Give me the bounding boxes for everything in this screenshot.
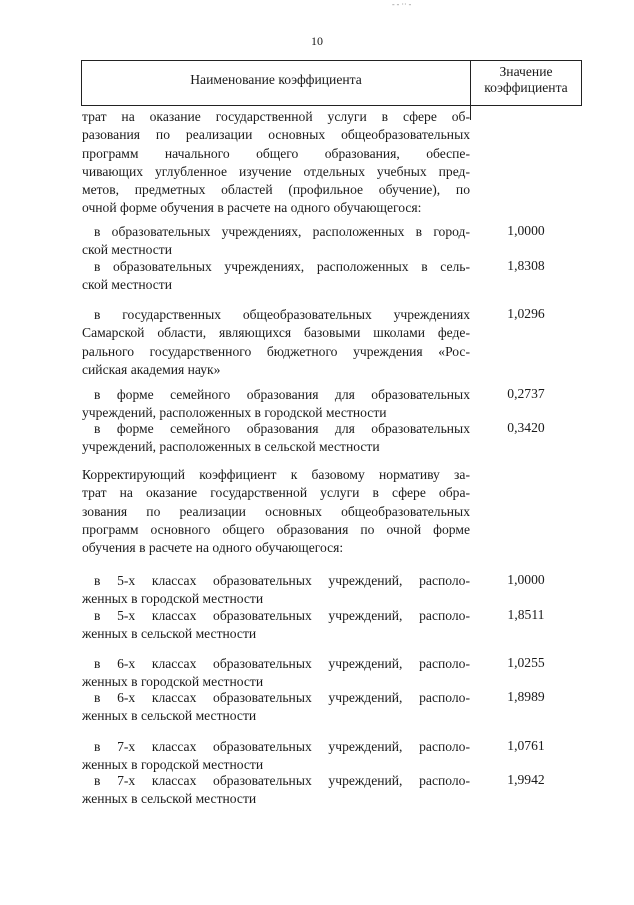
coefficient-row bbox=[82, 772, 470, 809]
text-line: женных в городской местности bbox=[82, 757, 264, 773]
coefficient-row bbox=[82, 572, 470, 609]
text-line: в образовательных учреждениях, расположенных в сель- bbox=[94, 259, 470, 274]
text-line: в 6-х классах образовательных учреждений, располо- bbox=[94, 690, 470, 705]
text-line: очной форме обучения в расчете на одного обучающегося: bbox=[82, 200, 422, 216]
header-value-column bbox=[471, 64, 581, 96]
header-name-column: Наименование коэффициента bbox=[190, 72, 362, 87]
text-line: сийская академия наук» bbox=[82, 361, 221, 377]
text-line: в 7-х классах образовательных учреждений, располо- bbox=[94, 773, 470, 788]
coefficient-row bbox=[82, 607, 470, 644]
text-line: женных в сельской местности bbox=[82, 791, 257, 807]
coefficient-row bbox=[82, 738, 470, 775]
text-line: зования по реализации основных общеобразовательных bbox=[82, 503, 470, 519]
coefficient-row bbox=[82, 420, 470, 457]
header-value-line1: Значение bbox=[499, 64, 553, 79]
coefficient-row bbox=[82, 655, 470, 692]
text-line: в 7-х классах образовательных учреждений, располо- bbox=[94, 739, 470, 754]
table-header-border bbox=[81, 105, 582, 106]
text-line: Самарской области, являющихся базовыми школами феде- bbox=[82, 325, 470, 341]
coefficient-row bbox=[82, 306, 470, 379]
text-line: метов, предметных областей (профильное обучение), по bbox=[82, 182, 470, 198]
text-line: учреждений, расположенных в городской местности bbox=[82, 405, 387, 421]
text-line: ской местности bbox=[82, 277, 173, 293]
text-line: в 5-х классах образовательных учреждений, располо- bbox=[94, 608, 470, 623]
text-line: программ основного общего образования по очной форме bbox=[82, 521, 470, 537]
table-right-border bbox=[581, 60, 582, 106]
coefficient-value: 0,2737 bbox=[507, 386, 545, 401]
table-top-border bbox=[81, 60, 582, 61]
intro-paragraph bbox=[82, 108, 470, 218]
text-line: в 5-х классах образовательных учреждений, располо- bbox=[94, 573, 470, 588]
coefficient-value: 1,8989 bbox=[507, 689, 545, 704]
text-line: учреждений, расположенных в сельской местности bbox=[82, 439, 380, 455]
coefficient-value: 1,0761 bbox=[507, 738, 545, 753]
text-line: в образовательных учреждениях, расположенных в город- bbox=[94, 224, 470, 239]
coefficient-value: 1,0000 bbox=[507, 223, 545, 238]
text-line: в форме семейного образования для образовательных bbox=[94, 387, 470, 402]
text-line: программ начального общего образования, обеспе- bbox=[82, 145, 470, 161]
text-line: в 6-х классах образовательных учреждений, располо- bbox=[94, 656, 470, 671]
coefficient-row bbox=[82, 386, 470, 423]
coefficient-row bbox=[82, 223, 470, 260]
coefficient-value: 0,3420 bbox=[507, 420, 545, 435]
text-line: чивающих углубленное изучение отдельных учебных пред- bbox=[82, 163, 470, 179]
page-number: 10 bbox=[311, 34, 323, 48]
text-line: рального государственного бюджетного учреждения «Рос- bbox=[82, 343, 470, 359]
header-value-line2: коэффициента bbox=[484, 80, 568, 95]
coefficient-row bbox=[82, 689, 470, 726]
scan-mark: - - ·· - bbox=[392, 0, 412, 9]
coefficient-value: 1,9942 bbox=[507, 772, 545, 787]
coefficient-value: 1,0255 bbox=[507, 655, 545, 670]
text-line: ской местности bbox=[82, 242, 173, 258]
coefficient-value: 1,8308 bbox=[507, 258, 545, 273]
text-line: Корректирующий коэффициент к базовому нормативу за- bbox=[82, 467, 470, 482]
text-line: трат на оказание государственной услуги в сфере об- bbox=[82, 109, 470, 124]
text-line: женных в городской местности bbox=[82, 674, 264, 690]
section-paragraph bbox=[82, 466, 470, 557]
text-line: женных в сельской местности bbox=[82, 626, 257, 642]
text-line: женных в сельской местности bbox=[82, 708, 257, 724]
text-line: обучения в расчете на одного обучающегося: bbox=[82, 540, 344, 556]
text-line: женных в городской местности bbox=[82, 591, 264, 607]
text-line: в государственных общеобразовательных учреждениях bbox=[94, 307, 470, 322]
coefficient-value: 1,0296 bbox=[507, 306, 545, 321]
coefficient-value: 1,0000 bbox=[507, 572, 545, 587]
text-line: в форме семейного образования для образовательных bbox=[94, 421, 470, 436]
coefficient-value: 1,8511 bbox=[507, 607, 545, 622]
coefficient-row bbox=[82, 258, 470, 295]
text-line: разования по реализации основных общеобразовательных bbox=[82, 127, 470, 143]
text-line: трат на оказание государственной услуги в сфере обра- bbox=[82, 485, 470, 501]
